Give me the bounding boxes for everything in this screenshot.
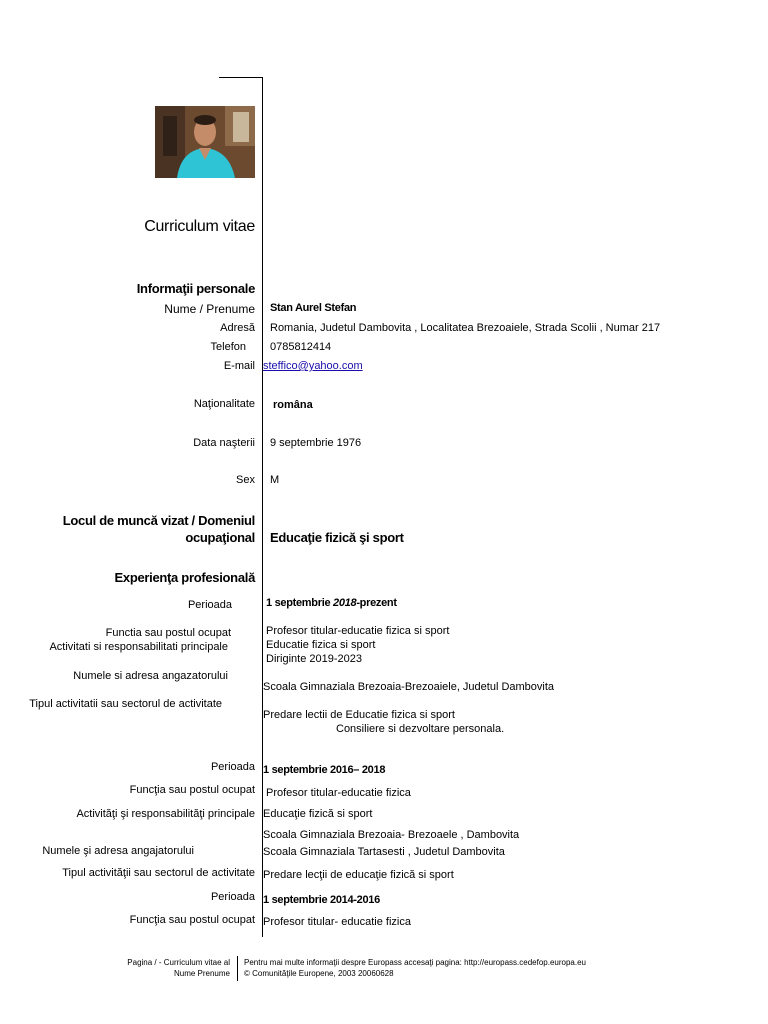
entry1-sector-label: Tipul activitatii sau sectorul de activitate	[29, 698, 222, 710]
name-label: Nume / Prenume	[164, 302, 255, 316]
entry2-period-value: 1 septembrie 2016– 2018	[263, 764, 386, 776]
experience-heading: Experienţa profesională	[114, 570, 255, 585]
footer-left-line2: Nume Prenume	[173, 969, 230, 978]
entry1-period-label: Perioada	[187, 599, 232, 611]
top-rule	[219, 77, 263, 78]
email-label: E-mail	[223, 360, 255, 372]
cv-title: Curriculum vitae	[144, 218, 255, 235]
entry1-position-line2: Educatie fizica si sport	[266, 639, 376, 651]
entry3-period-value: 1 septembrie 2014-2016	[263, 894, 380, 906]
entry3-period-label: Perioada	[210, 891, 255, 903]
entry3-position-label: Funcţia sau postul ocupat	[129, 914, 255, 926]
entry1-position-label: Functia sau postul ocupat	[105, 627, 231, 639]
entry2-position-value: Profesor titular-educatie fizica	[266, 787, 411, 799]
entry1-period-prefix: 1 septembrie	[266, 597, 334, 609]
entry2-employer-line2: Scoala Gimnaziala Tartasesti , Judetul Dambovita	[263, 846, 505, 858]
birthdate-label: Data naşterii	[193, 437, 255, 449]
address-value: Romania, Judetul Dambovita , Localitatea Brezoaiele, Strada Scolii , Numar 217	[270, 322, 661, 334]
sex-value: M	[270, 474, 280, 486]
nationality-value: româna	[273, 399, 313, 411]
entry1-period-suffix: -prezent	[356, 597, 397, 609]
entry1-period-value	[266, 597, 397, 609]
entry2-employer-label: Numele şi adresa angajatorului	[42, 845, 194, 857]
entry2-position-label: Funcţia sau postul ocupat	[129, 784, 255, 796]
address-label: Adresă	[220, 322, 255, 334]
personal-info-heading: Informaţii personale	[136, 281, 255, 296]
entry2-employer-line1: Scoala Gimnaziala Brezoaia- Brezoaele , Dambovita	[263, 829, 520, 841]
desired-job-value: Educaţie fizică şi sport	[270, 530, 404, 545]
entry2-sector-label: Tipul activităţii sau sectorul de activitate	[62, 867, 255, 879]
footer-right-line2: © Comunităţile Europene, 2003 20060628	[244, 969, 394, 978]
phone-value: 0785812414	[270, 341, 332, 353]
entry2-activities-label: Activităţi şi responsabilităţi principale	[76, 808, 255, 820]
desired-job-label-line2: ocupaţional	[185, 530, 255, 545]
email-link[interactable]: steffico@yahoo.com	[263, 360, 363, 372]
phone-label: Telefon	[210, 341, 246, 353]
birthdate-value: 9 septembrie 1976	[270, 437, 362, 449]
entry1-period-year: 2018	[333, 597, 357, 609]
entry2-activities-value: Educaţie fizică si sport	[263, 808, 373, 820]
entry1-sector-line1: Predare lectii de Educatie fizica si sport	[263, 709, 455, 721]
entry1-position-line1: Profesor titular-educatie fizica si sport	[266, 625, 450, 637]
nationality-label: Naţionalitate	[193, 398, 255, 410]
entry1-activities-label: Activitati si responsabilitati principale	[49, 641, 228, 653]
footer-right-line1: Pentru mai multe informaţii despre Europass accesaţi pagina: http://europass.cedefop.europa.eu	[244, 958, 586, 967]
footer-left-line1: Pagina / - Curriculum vitae al	[127, 958, 230, 967]
footer-divider	[237, 956, 238, 981]
entry2-sector-value: Predare lecţii de educaţie fizică si sport	[263, 869, 454, 881]
entry3-position-value: Profesor titular- educatie fizica	[263, 916, 411, 928]
name-value: Stan Aurel Stefan	[270, 302, 357, 314]
entry1-position-line3: Diriginte 2019-2023	[266, 653, 363, 665]
profile-photo	[155, 106, 255, 178]
entry1-sector-line2: Consiliere si dezvoltare personala.	[336, 723, 505, 735]
sex-label: Sex	[236, 474, 255, 486]
entry2-period-label: Perioada	[210, 761, 255, 773]
desired-job-label-line1: Locul de muncă vizat / Domeniul	[62, 513, 255, 528]
entry1-employer-label: Numele si adresa angazatorului	[73, 670, 228, 682]
entry1-employer-value: Scoala Gimnaziala Brezoaia-Brezoaiele, Judetul Dambovita	[263, 681, 555, 693]
